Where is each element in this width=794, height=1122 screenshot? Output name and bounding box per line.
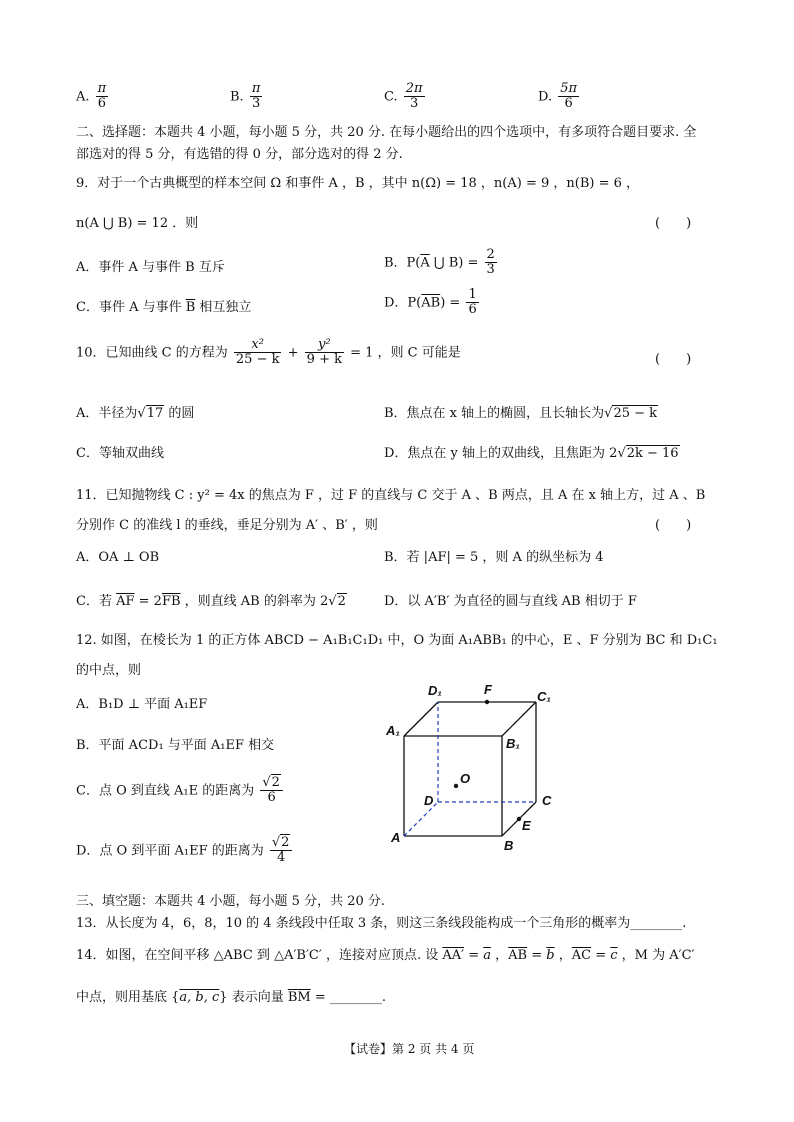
q11-stem-line1: 11．已知抛物线 C : y² = 4x 的焦点为 F ，过 F 的直线与 C 交于 A 、B 两点，且 A 在 x 轴上方，过 A 、B (76, 488, 706, 503)
q12-stem-line1: 12. 如图，在棱长为 1 的正方体 ABCD − A₁B₁C₁D₁ 中，O 为面 A₁ABB₁ 的中心，E 、F 分别为 BC 和 D₁C₁ (76, 633, 718, 648)
section3-title: 三、填空题：本题共 4 小题，每小题 5 分，共 20 分. (76, 894, 386, 909)
label-E: E (522, 818, 531, 833)
q12-option-a: A．B₁D ⊥ 平面 A₁EF (76, 697, 208, 712)
edge-B1-C1 (502, 702, 536, 736)
q13: 13．从长度为 4，6，8，10 的 4 条线段中任取 3 条，则这三条线段能构成一个三角形的概率为________. (76, 916, 687, 931)
q8-option-d: D. $\frac{5\pi}{6}$ (538, 81, 578, 112)
q10-stem: 10．已知曲线 C 的方程为 $\frac{\text{x²}}{25 - k}$ + $\frac{\text{y²}}{9 + k}$ = 1 ，则 C 可能是 (76, 337, 461, 368)
label-O: O (460, 771, 471, 786)
section2-line2: 部选对的得 5 分，有选错的得 0 分，部分选对的得 2 分. (76, 147, 403, 162)
q8-option-a: A. $\frac{\pi}{6}$ (76, 81, 107, 112)
q10-option-c: C．等轴双曲线 (76, 446, 164, 461)
q12-option-b: B．平面 ACD₁ 与平面 A₁EF 相交 (76, 738, 275, 753)
q9-option-b: B．$P(\overline{A}$ ⋃ B) = $\frac{2}{3}$ (384, 247, 495, 278)
q11-answer-paren: ( ) (655, 518, 692, 533)
q9-answer-paren: ( ) (655, 216, 692, 231)
label-C1: C₁ (537, 689, 551, 704)
label-A: A (391, 830, 401, 845)
q9-stem-line2: n(A ⋃ B) = 12 ．则 (76, 216, 199, 231)
q11-stem-line2: 分别作 C 的准线 l 的垂线，垂足分别为 A′ 、B′ ，则 (76, 518, 378, 533)
edge-A1-D1 (404, 702, 438, 736)
label-B: B (504, 838, 514, 853)
q11-option-a: A．OA ⊥ OB (76, 550, 160, 565)
page-footer: 【试卷】第 2 页 共 4 页 (344, 1042, 475, 1056)
q10-option-a: A．半径为√17 的圆 (76, 406, 195, 421)
q11-option-b: B．若 |AF| = 5 ，则 A 的纵坐标为 4 (384, 550, 604, 565)
q10-option-b: B．焦点在 x 轴上的椭圆，且长轴长为√25 − k (384, 406, 658, 421)
label-D: D (424, 793, 434, 808)
q11-option-c: C．若 $\overline{AF} = 2\overline{FB}$ ，则直线 AB 的斜率为 2√2 (76, 594, 346, 609)
q14-line1: 14．如图，在空间平移 △ABC 到 △A′B′C′ ，连接对应顶点. 设 $AA' = \overline{a}$ ，$\overline{AB} = \overline{b}$ ，$\overline{AC} = \overline{c}$ ，M 为 A′C′ (76, 948, 695, 963)
q14-line2: 中点，则用基底 {a, b, c} 表示向量 $\overline{BM}$ = ________. (76, 990, 387, 1005)
q8-option-b: B. $\frac{\pi}{3}$ (230, 81, 261, 112)
label-C: C (542, 793, 552, 808)
q9-option-a: A．事件 A 与事件 B 互斥 (76, 260, 225, 275)
q10-option-d: D．焦点在 y 轴上的双曲线，且焦距为 2√2k − 16 (384, 446, 679, 461)
label-A1: A₁ (386, 723, 400, 738)
q11-option-d: D．以 A′B′ 为直径的圆与直线 AB 相切于 F (384, 594, 637, 609)
label-B1: B₁ (506, 736, 520, 751)
cube-figure (380, 680, 580, 860)
q9-option-c: C．事件 A 与事件 $\overline{B}$ 相互独立 (76, 300, 252, 315)
section2-line1: 二、选择题：本题共 4 小题，每小题 5 分，共 20 分. 在每小题给出的四个选项中，有多项符合题目要求. 全 (76, 125, 697, 140)
point-E (517, 817, 521, 821)
q12-option-c: C．点 O 到直线 A₁E 的距离为 $\frac{√2}{6}$ (76, 776, 285, 806)
point-F (485, 700, 489, 704)
q9-option-d: D．$P(\overline{AB})$ = $\frac{1}{6}$ (384, 287, 477, 318)
q12-stem-line2: 的中点，则 (76, 663, 142, 678)
label-D1: D₁ (428, 683, 442, 698)
point-O (454, 784, 458, 788)
q10-answer-paren: ( ) (655, 352, 692, 367)
q8-option-c: C. $\frac{2\pi}{3}$ (384, 81, 423, 112)
q9-stem-line1: 9．对于一个古典概型的样本空间 Ω 和事件 A ，B ，其中 n(Ω) = 18 ，n(A) = 9 ，n(B) = 6 ， (76, 176, 640, 191)
label-F: F (484, 682, 492, 697)
q12-option-d: D．点 O 到平面 A₁EF 的距离为 $\frac{√2}{4}$ (76, 836, 294, 866)
